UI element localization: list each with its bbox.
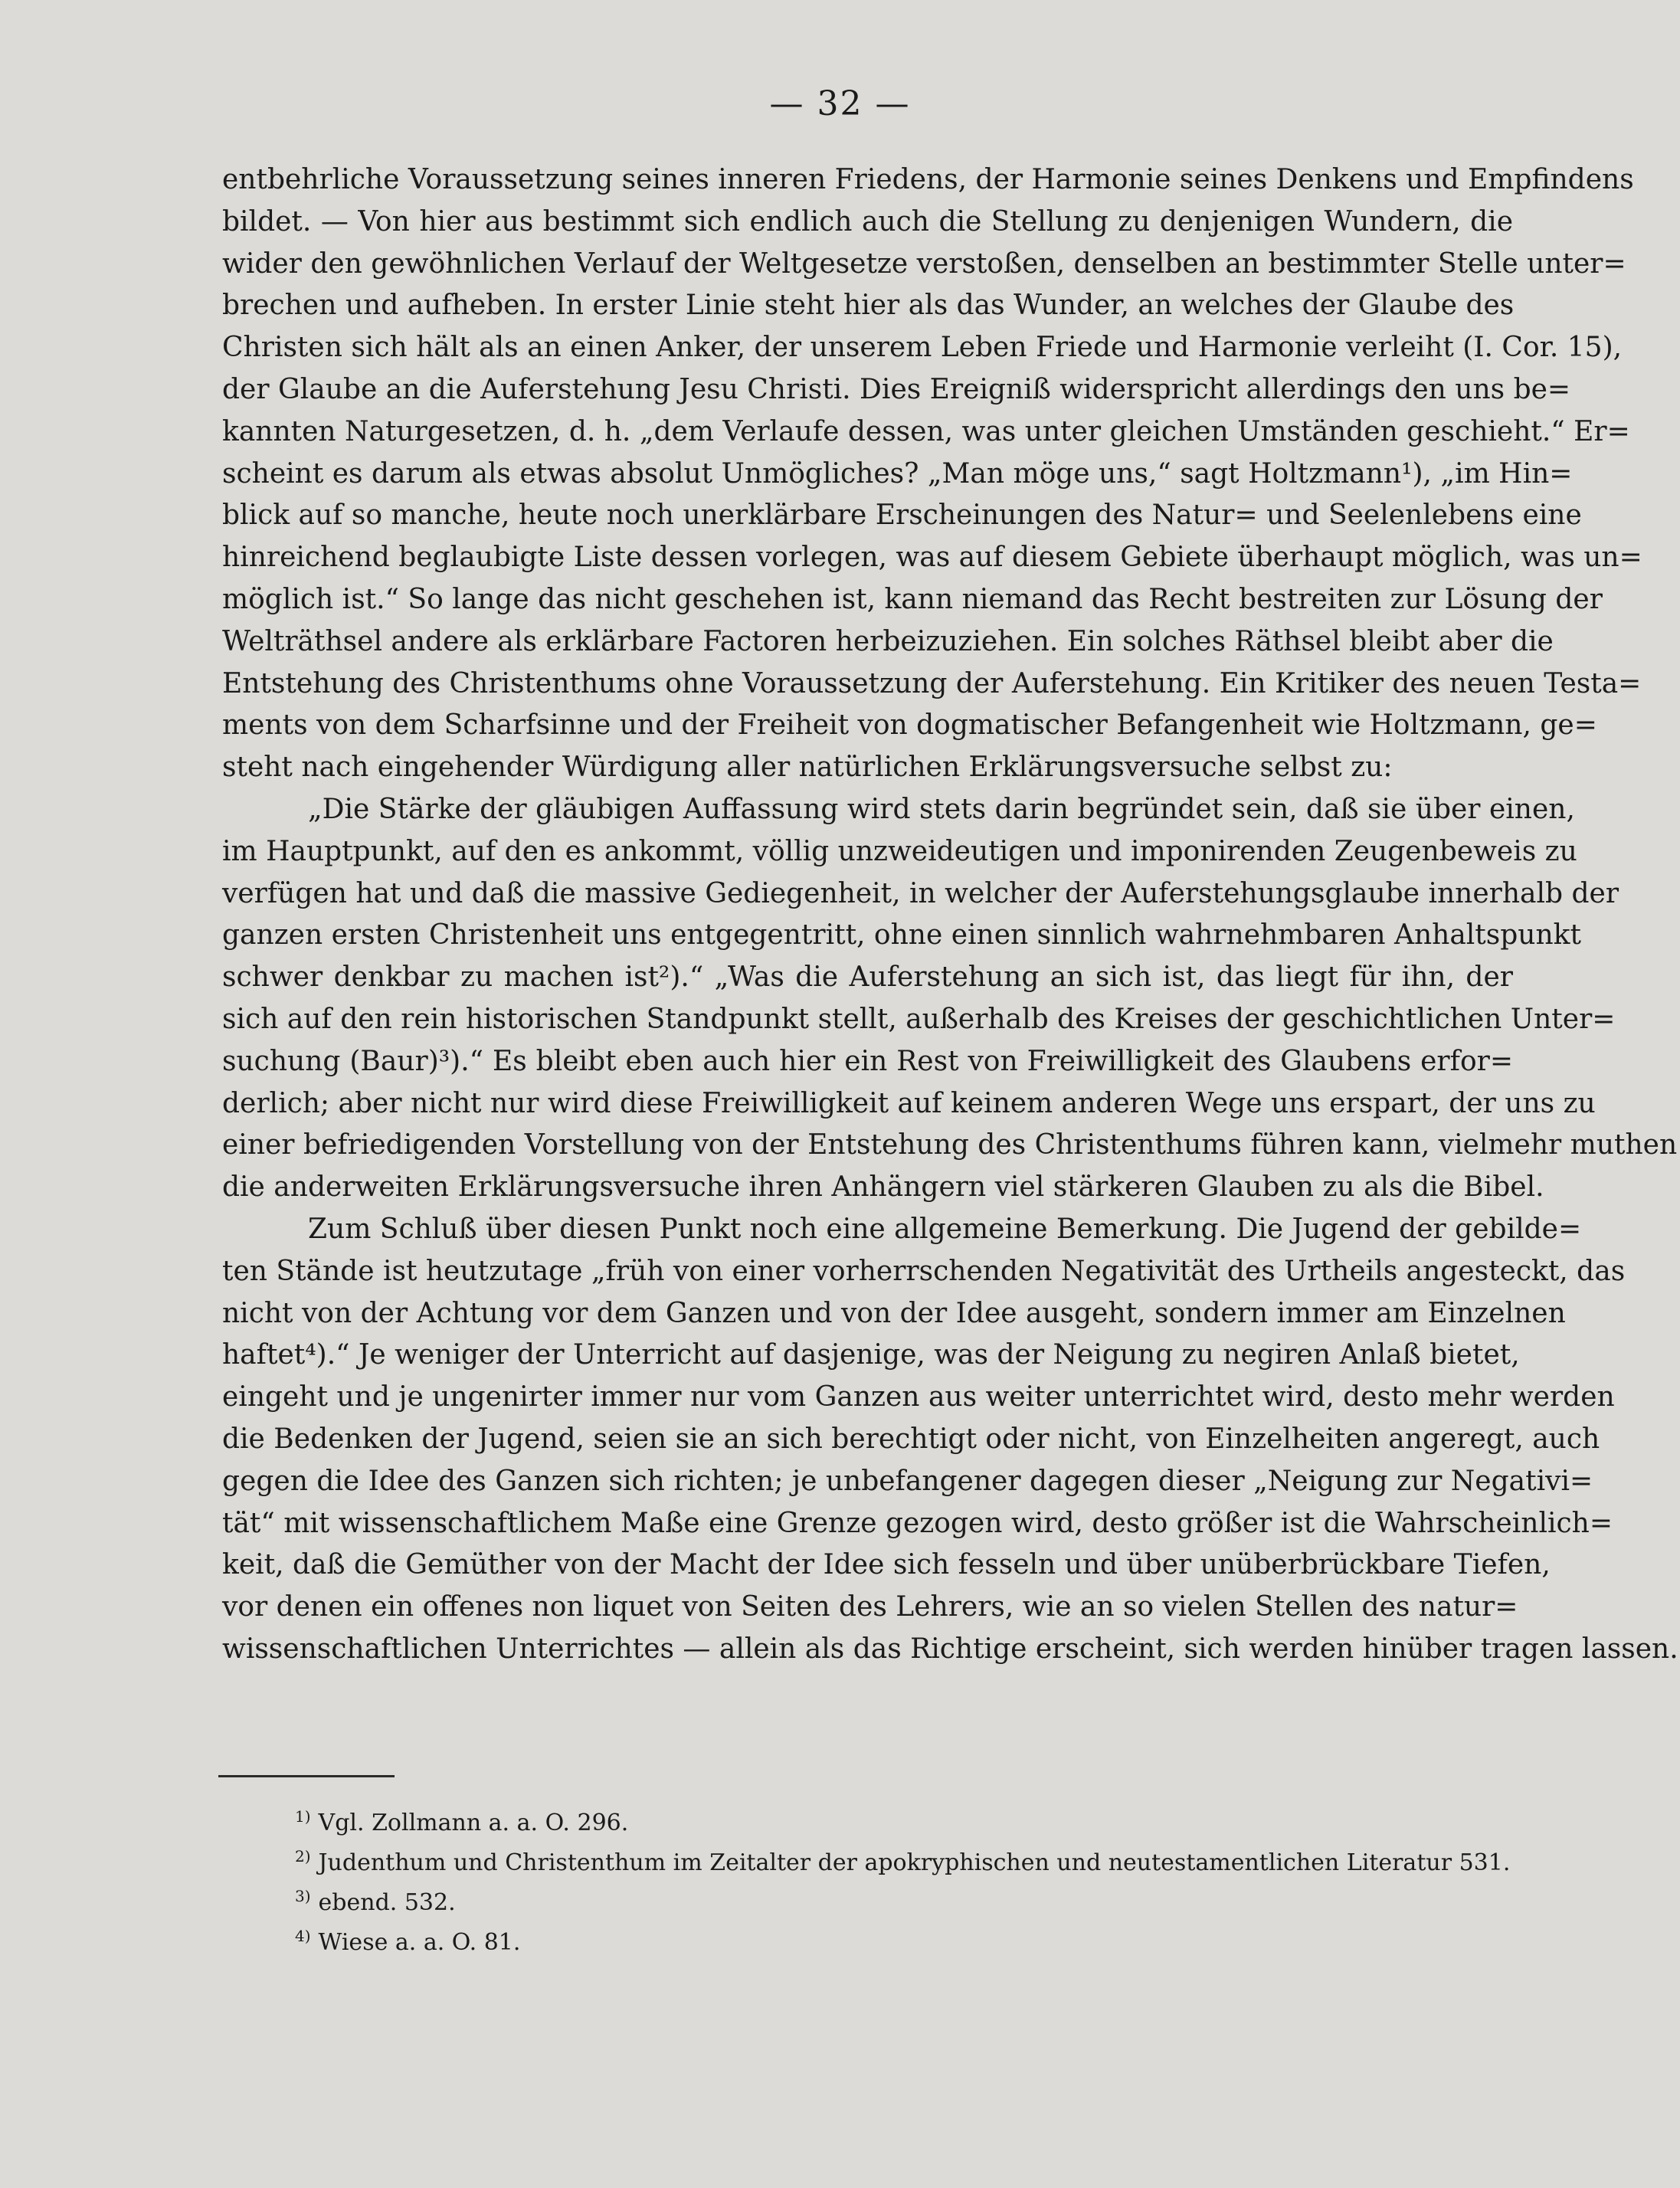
text-line: hinreichend beglaubigte Liste dessen vorlegen, was auf diesem Gebiete überhaupt möglich, was un= bbox=[222, 542, 1642, 574]
text-line: suchung (Baur)³).“ Es bleibt eben auch hier ein Rest von Freiwilligkeit des Glaubens erfor= bbox=[222, 1045, 1513, 1077]
text-line: scheint es darum als etwas absolut Unmögliches? „Man möge uns,“ sagt Holtzmann¹), „im Hin= bbox=[222, 457, 1573, 490]
text-line: einer befriedigenden Vorstellung von der Entstehung des Christenthums führen kann, vielmehr muthen bbox=[222, 1129, 1678, 1161]
footnote bbox=[295, 1876, 1536, 1916]
text-line: brechen und aufheben. In erster Linie steht hier als das Wunder, an welches der Glaube des bbox=[222, 290, 1515, 322]
footnote-marker: 3) bbox=[295, 1887, 311, 1905]
text-line: Entstehung des Christenthums ohne Voraussetzung der Auferstehung. Ein Kritiker des neuen Testa= bbox=[222, 667, 1642, 699]
text-line: ganzen ersten Christenheit uns entgegentritt, ohne einen sinnlich wahrnehmbaren Anhaltspunkt bbox=[222, 919, 1581, 952]
text-line: blick auf so manche, heute noch unerklärbare Erscheinungen des Natur= und Seelenlebens eine bbox=[222, 500, 1582, 532]
footnote-marker: 1) bbox=[295, 1807, 311, 1826]
text-line: tät“ mit wissenschaftlichem Maße eine Grenze gezogen wird, desto größer ist die Wahrscheinlich= bbox=[222, 1507, 1613, 1539]
footnote-marker: 2) bbox=[295, 1847, 311, 1865]
text-line: nicht von der Achtung vor dem Ganzen und von der Idee ausgeht, sondern immer am Einzelnen bbox=[222, 1297, 1566, 1329]
text-line: ten Stände ist heutzutage „früh von einer vorherrschenden Negativität des Urtheils angesteckt, das bbox=[222, 1255, 1626, 1287]
page-number: — 32 — bbox=[769, 84, 911, 123]
footnotes bbox=[295, 1797, 1536, 1956]
footnote-text: Vgl. Zollmann a. a. O. 296. bbox=[318, 1810, 629, 1836]
text-line: der Glaube an die Auferstehung Jesu Christi. Dies Ereigniß widerspricht allerdings den uns be= bbox=[222, 373, 1571, 405]
text-line: die Bedenken der Jugend, seien sie an sich berechtigt oder nicht, von Einzelheiten angeregt, auch bbox=[222, 1423, 1600, 1455]
text-line: schwer denkbar zu machen ist²).“ „Was die Auferstehung an sich ist, das liegt für ihn, der bbox=[222, 961, 1513, 994]
footnote bbox=[295, 1836, 1536, 1876]
text-line: Christen sich hält als an einen Anker, der unserem Leben Friede und Harmonie verleiht (I. Cor. 15), bbox=[222, 332, 1623, 364]
text-line: keit, daß die Gemüther von der Macht der Idee sich fesseln und über unüberbrückbare Tiefen, bbox=[222, 1549, 1551, 1581]
text-line: „Die Stärke der gläubigen Auffassung wird stets darin begründet sein, daß sie über einen, bbox=[308, 793, 1575, 825]
footnote-text: Judenthum und Christenthum im Zeitalter der apokryphischen und neutestamentlichen Literatur 531. bbox=[318, 1849, 1511, 1876]
footnote bbox=[295, 1916, 1536, 1956]
text-line: sich auf den rein historischen Standpunkt stellt, außerhalb des Kreises der geschichtlichen Unter= bbox=[222, 1003, 1616, 1035]
text-line: Welträthsel andere als erklärbare Factoren herbeizuziehen. Ein solches Räthsel bleibt aber die bbox=[222, 625, 1554, 657]
text-line: eingeht und je ungenirter immer nur vom Ganzen aus weiter unterrichtet wird, desto mehr werden bbox=[222, 1381, 1615, 1413]
text-line: im Hauptpunkt, auf den es ankommt, völlig unzweideutigen und imponirenden Zeugenbeweis zu bbox=[222, 835, 1577, 867]
text-line: ments von dem Scharfsinne und der Freiheit von dogmatischer Befangenheit wie Holtzmann, ge= bbox=[222, 709, 1597, 742]
text-line: möglich ist.“ So lange das nicht geschehen ist, kann niemand das Recht bestreiten zur Lösung der bbox=[222, 583, 1603, 615]
footnote-divider bbox=[218, 1775, 395, 1777]
text-line: kannten Naturgesetzen, d. h. „dem Verlaufe dessen, was unter gleichen Umständen geschieht.“ Er= bbox=[222, 415, 1630, 447]
footnote-text: ebend. 532. bbox=[318, 1889, 456, 1916]
text-line: haftet⁴).“ Je weniger der Unterricht auf dasjenige, was der Neigung zu negiren Anlaß bietet, bbox=[222, 1339, 1520, 1371]
text-line: Zum Schluß über diesen Punkt noch eine allgemeine Bemerkung. Die Jugend der gebilde= bbox=[308, 1213, 1582, 1245]
text-line: die anderweiten Erklärungsversuche ihren Anhängern viel stärkeren Glauben zu als die Bibel. bbox=[222, 1171, 1544, 1204]
text-line: derlich; aber nicht nur wird diese Freiwilligkeit auf keinem anderen Wege uns erspart, der uns zu bbox=[222, 1087, 1596, 1119]
text-line: bildet. — Von hier aus bestimmt sich endlich auch die Stellung zu denjenigen Wundern, die bbox=[222, 205, 1513, 237]
text-line: gegen die Idee des Ganzen sich richten; je unbefangener dagegen dieser „Neigung zur Negativi= bbox=[222, 1465, 1593, 1497]
footnote-text: Wiese a. a. O. 81. bbox=[318, 1929, 521, 1956]
text-line: verfügen hat und daß die massive Gediegenheit, in welcher der Auferstehungsglaube innerhalb der bbox=[222, 877, 1619, 909]
text-line: wissenschaftlichen Unterrichtes — allein als das Richtige erscheint, sich werden hinüber tragen lassen. bbox=[222, 1633, 1678, 1665]
text-line: entbehrliche Voraussetzung seines inneren Friedens, der Harmonie seines Denkens und Empfindens bbox=[222, 164, 1634, 195]
text-line: wider den gewöhnlichen Verlauf der Weltgesetze verstoßen, denselben an bestimmter Stelle unter= bbox=[222, 247, 1626, 280]
text-line: vor denen ein offenes non liquet von Seiten des Lehrers, wie an so vielen Stellen des natur= bbox=[222, 1591, 1518, 1623]
footnote-marker: 4) bbox=[295, 1927, 311, 1945]
text-line: steht nach eingehender Würdigung aller natürlichen Erklärungsversuche selbst zu: bbox=[222, 752, 1393, 784]
footnote bbox=[295, 1797, 1536, 1836]
body-text bbox=[222, 159, 1678, 1671]
